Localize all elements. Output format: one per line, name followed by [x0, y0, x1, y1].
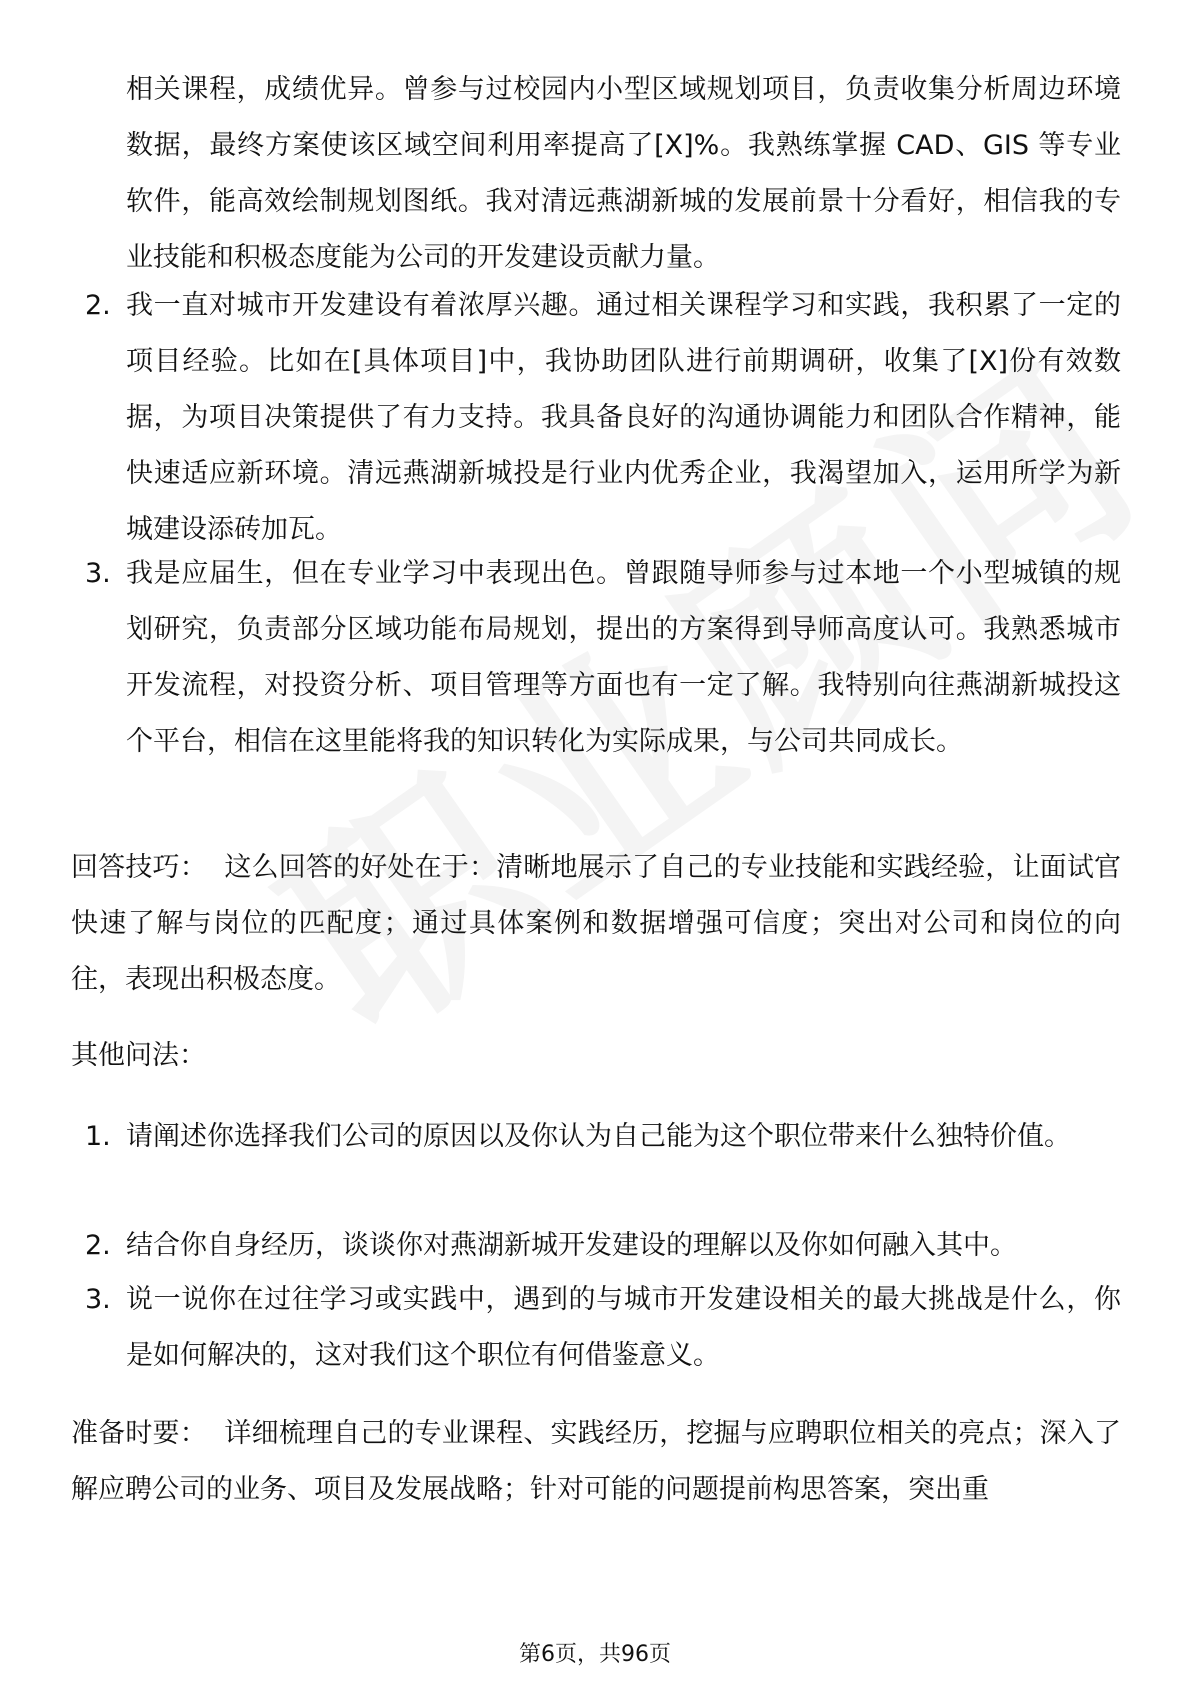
other-questions-label: 其他问法： [71, 1040, 206, 1071]
other-question-1-text: 请阐述你选择我们公司的原因以及你认为自己能为这个职位带来什么独特价值。 [126, 1121, 1071, 1152]
preparation-tips [71, 1406, 1121, 1518]
other-question-3 [71, 1272, 1121, 1384]
preparation-label: 准备时要： [71, 1418, 207, 1449]
other-question-3-text: 说一说你在过往学习或实践中，遇到的与城市开发建设相关的最大挑战是什么，你是如何解决的，这对我们这个职位有何借鉴意义。 [126, 1284, 1121, 1371]
answer-item-1-continued [71, 62, 1121, 286]
answer-tips [71, 840, 1121, 1008]
other-questions-heading [71, 1028, 1121, 1084]
preparation-text: 详细梳理自己的专业课程、实践经历，挖掘与应聘职位相关的亮点；深入了解应聘公司的业务、项目及发展战略；针对可能的问题提前构思答案，突出重 [71, 1418, 1122, 1505]
answer-item-3 [71, 546, 1121, 770]
answer-item-1-text: 相关课程，成绩优异。曾参与过校园内小型区域规划项目，负责收集分析周边环境数据，最终方案使该区域空间利用率提高了[X]%。我熟练掌握 CAD、GIS 等专业软件，能高效绘制规划图纸。我对清远燕湖新城的发展前景十分看好，相信我的专业技能和积极态度能为公司的开发建设贡献力量。 [126, 74, 1121, 273]
tips-text: 这么回答的好处在于：清晰地展示了自己的专业技能和实践经验，让面试官快速了解与岗位的匹配度；通过具体案例和数据增强可信度；突出对公司和岗位的向往，表现出积极态度。 [71, 852, 1122, 995]
answer-item-2-text: 我一直对城市开发建设有着浓厚兴趣。通过相关课程学习和实践，我积累了一定的项目经验。比如在[具体项目]中，我协助团队进行前期调研，收集了[X]份有效数据，为项目决策提供了有力支持。我具备良好的沟通协调能力和团队合作精神，能快速适应新环境。清远燕湖新城投是行业内优秀企业，我渴望加入，运用所学为新城建设添砖加瓦。 [126, 290, 1121, 545]
list-number: 2. [85, 290, 111, 321]
other-question-1 [71, 1109, 1121, 1165]
tips-label: 回答技巧： [71, 852, 207, 883]
other-question-2 [71, 1218, 1121, 1274]
list-number: 2. [85, 1230, 111, 1261]
answer-item-2 [71, 278, 1121, 558]
list-number: 3. [85, 1284, 111, 1315]
list-number: 3. [85, 558, 111, 589]
other-question-2-text: 结合你自身经历，谈谈你对燕湖新城开发建设的理解以及你如何融入其中。 [126, 1230, 1017, 1261]
page-number: 第6页，共96页 [519, 1642, 671, 1667]
list-number: 1. [85, 1121, 111, 1152]
answer-item-3-text: 我是应届生，但在专业学习中表现出色。曾跟随导师参与过本地一个小型城镇的规划研究，负责部分区域功能布局规划，提出的方案得到导师高度认可。我熟悉城市开发流程，对投资分析、项目管理等方面也有一定了解。我特别向往燕湖新城投这个平台，相信在这里能将我的知识转化为实际成果，与公司共同成长。 [126, 558, 1121, 757]
